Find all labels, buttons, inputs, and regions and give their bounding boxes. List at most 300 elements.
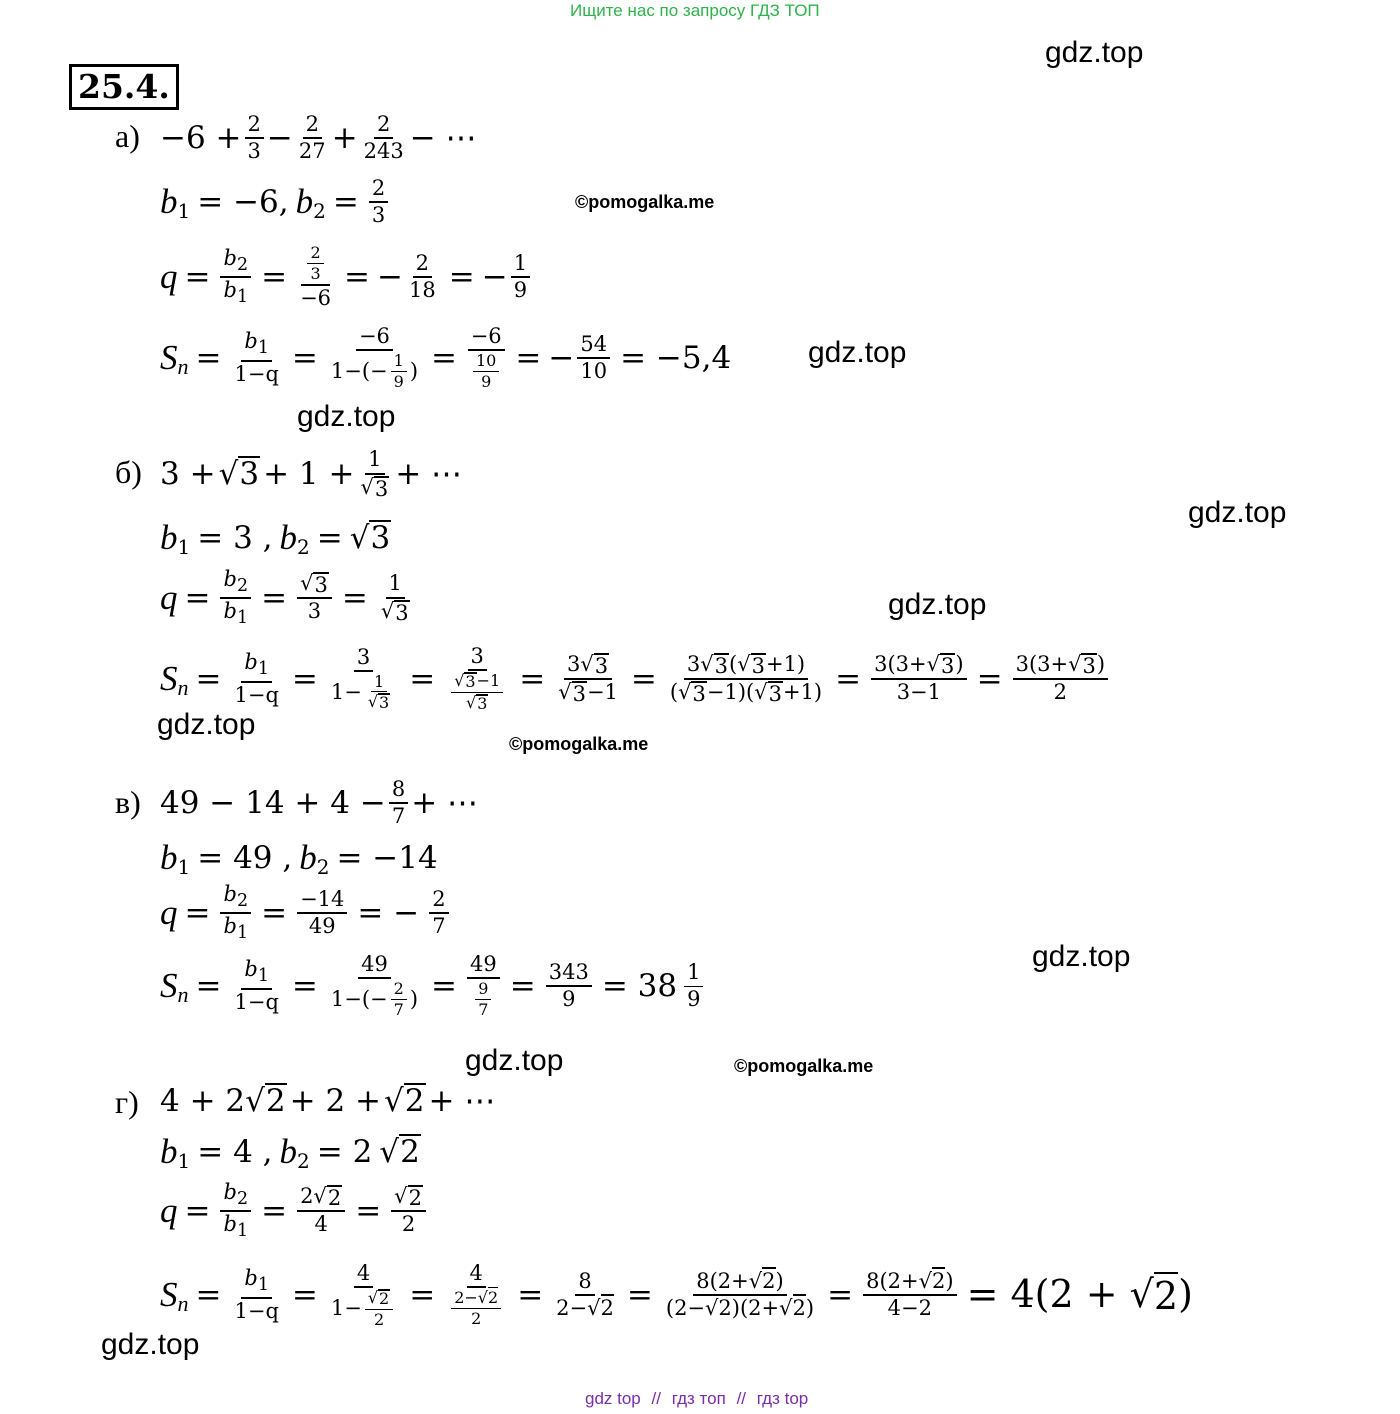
footer-separator: //: [736, 1389, 747, 1408]
subscript: n: [177, 1291, 189, 1316]
radicand: 2: [718, 1296, 732, 1320]
expr-text: =: [332, 184, 359, 220]
footer-link[interactable]: гдз топ: [671, 1389, 726, 1408]
expr-text: =: [409, 661, 436, 697]
radical-sign: √: [349, 520, 370, 556]
var-b: b: [244, 957, 258, 982]
numerator: 1: [365, 448, 384, 474]
radical-sign: √: [384, 1083, 404, 1119]
numerator: 49: [358, 953, 391, 979]
sqrt: [1016, 653, 1097, 677]
expr-text: −1: [586, 680, 618, 704]
expr-text: − ⋯: [409, 120, 477, 156]
subscript: 2: [297, 1149, 310, 1173]
var-s: S: [160, 1275, 178, 1314]
radicand: 2: [600, 1296, 614, 1320]
expr-text: ): [775, 1268, 784, 1293]
radical-sign: √: [558, 680, 572, 704]
terms-a: [160, 172, 391, 232]
expr-text: =: [184, 1193, 211, 1229]
expr-text: + 1 +: [263, 456, 355, 492]
radicand: 3: [714, 653, 729, 678]
fraction: [445, 645, 509, 713]
fraction: [328, 325, 421, 390]
radical-sign: 3(3+√: [1015, 652, 1082, 677]
radicand: 3: [314, 573, 328, 598]
denominator: 3: [307, 599, 322, 624]
watermark-gdz: gdz.top: [101, 1328, 200, 1361]
expr-text: ): [409, 987, 419, 1011]
var-b: b: [279, 518, 297, 557]
numerator: 8: [389, 778, 408, 804]
radicand: 3: [374, 476, 389, 501]
radicand: 3: [239, 456, 260, 492]
part-label-v: в): [115, 784, 141, 820]
var-b: b: [160, 1132, 178, 1171]
radicand: 3: [477, 694, 488, 714]
radicand: 2: [404, 1083, 425, 1119]
denominator: −6: [300, 285, 332, 310]
footer-link[interactable]: gdz top: [585, 1389, 641, 1408]
subscript: 1: [236, 923, 249, 944]
expr-text: =: [431, 340, 457, 376]
subscript: 1: [257, 1275, 269, 1296]
fraction: [577, 333, 610, 383]
fraction: [473, 352, 499, 390]
denominator: 4−2: [887, 1296, 932, 1320]
watermark-gdz: gdz.top: [1045, 36, 1144, 69]
expr-text: =: [341, 580, 368, 616]
subscript: n: [177, 675, 189, 700]
var-b: b: [279, 1132, 297, 1171]
sqrt: [245, 1083, 287, 1119]
var-b: b: [244, 650, 258, 675]
var-b: b: [223, 1212, 237, 1236]
numerator: 1: [511, 252, 530, 278]
radical-sign: √: [394, 1184, 408, 1209]
denominator: 2: [373, 1309, 385, 1329]
expr-text: )(2+√: [731, 1296, 793, 1320]
subscript: n: [177, 354, 189, 379]
var-b: b: [299, 838, 317, 877]
numerator: 4: [354, 1262, 373, 1288]
expr-text: + ⋯: [411, 785, 479, 821]
fraction: [231, 330, 281, 386]
fraction: [511, 252, 530, 302]
denominator: 3: [247, 139, 261, 163]
fraction: [231, 958, 281, 1014]
radicand: 3: [768, 682, 782, 706]
expr-text: + 2 +: [289, 1083, 382, 1119]
subscript: 2: [313, 199, 326, 223]
sqrt: [384, 1083, 426, 1119]
numerator: 343: [546, 961, 592, 987]
watermark-gdz: gdz.top: [888, 588, 987, 621]
fraction: [389, 778, 408, 828]
series-a: [160, 108, 477, 168]
expr-text: =: [976, 661, 1003, 697]
numerator: −6: [468, 325, 505, 351]
numerator: 1: [386, 572, 405, 598]
fraction: [369, 177, 388, 227]
denominator: 1−q: [234, 361, 279, 386]
fraction: [663, 1270, 817, 1320]
expr-text: −: [481, 259, 508, 295]
expr-text: =: [827, 1277, 854, 1313]
numerator: 54: [577, 333, 610, 359]
sqrt: [729, 653, 766, 677]
radicand: 2: [762, 1268, 776, 1293]
denominator: 49: [308, 914, 336, 938]
radical-sign: √: [379, 1134, 400, 1170]
radical-sign: √: [360, 474, 374, 499]
expr-text: =: [184, 580, 211, 616]
expr-text: + ⋯: [395, 456, 463, 492]
fraction: [328, 646, 399, 712]
expr-text: 4 + 2: [160, 1083, 246, 1119]
numerator: 8: [575, 1270, 594, 1296]
fraction: [445, 1262, 507, 1327]
expr-text: 1−(−: [330, 359, 388, 383]
expr-text: +1): [782, 680, 823, 704]
fraction: [220, 247, 251, 308]
fraction: [365, 673, 393, 712]
radical-sign: −1)(√: [706, 680, 768, 704]
radicand: 2: [931, 1268, 946, 1293]
fraction: [328, 953, 421, 1018]
expr-text: 3 +: [160, 456, 216, 492]
expr-text: + ⋯: [428, 1083, 496, 1119]
var-b: b: [244, 1266, 258, 1291]
fraction: [357, 448, 392, 499]
expr-text: 1−: [330, 1295, 362, 1320]
expr-text: 1−(−: [330, 987, 388, 1011]
fraction: [451, 1289, 501, 1327]
fraction: [220, 568, 251, 629]
expr-text: =: [184, 895, 211, 931]
watermark-copyright: ©pomogalka.me: [509, 734, 649, 754]
fraction: [467, 953, 500, 1018]
fraction: [1013, 653, 1108, 704]
part-label-a: а): [115, 118, 140, 154]
numerator: 3: [354, 646, 373, 672]
numerator: 2: [391, 980, 407, 1000]
fraction: [297, 888, 347, 938]
radical-sign: (√: [729, 651, 751, 676]
sqrt: [394, 1185, 423, 1209]
subscript: n: [177, 982, 189, 1007]
denominator: 2: [401, 1212, 416, 1237]
expr-text: −: [266, 120, 293, 156]
footer-link[interactable]: гдз top: [756, 1389, 809, 1408]
denominator: 9: [562, 987, 576, 1011]
expr-text: =: [835, 661, 862, 697]
var-b: b: [223, 914, 237, 938]
expr-text: =: [626, 1277, 653, 1313]
radical-sign: √: [367, 1287, 379, 1307]
expr-text: =: [261, 1193, 288, 1229]
expr-text: =: [316, 520, 343, 556]
denominator: 9: [687, 986, 701, 1011]
denominator: 3−1: [896, 680, 942, 705]
expr-text: =: [184, 259, 211, 295]
part-label-b: б): [115, 454, 142, 490]
sum-v: [160, 944, 706, 1028]
radicand: 3: [465, 672, 476, 692]
expr-text: 49 − 14 + 4 −: [160, 785, 386, 821]
radicand: 3: [370, 520, 391, 556]
numerator: 1: [371, 673, 387, 693]
radical-sign: √: [218, 456, 239, 492]
expr-text: =: [195, 661, 222, 697]
var-q: q: [160, 893, 178, 932]
radicand: 3: [1082, 654, 1096, 679]
numerator: 49: [467, 953, 500, 979]
expr-text: = −14: [336, 840, 438, 876]
expr-text: =: [261, 580, 288, 616]
watermark-gdz: gdz.top: [1032, 940, 1131, 973]
expr-text: =: [630, 661, 657, 697]
q-v: [160, 882, 452, 944]
denominator: 2: [1053, 680, 1067, 705]
watermark-gdz: gdz.top: [465, 1044, 564, 1077]
fraction: [475, 980, 491, 1018]
denominator: 9: [481, 372, 492, 392]
fraction: [365, 1289, 393, 1328]
var-b: b: [295, 182, 314, 221]
denominator: 27: [298, 139, 326, 163]
var-b: b: [223, 278, 237, 302]
expr-text: −6 +: [160, 120, 242, 156]
expr-text: 8(2+√: [696, 1268, 763, 1293]
radical-sign: 2√: [300, 1184, 327, 1209]
var-s: S: [160, 966, 178, 1005]
fraction: [863, 1270, 956, 1320]
fraction: [297, 244, 334, 309]
numerator: 2: [369, 177, 388, 203]
expr-text: (2−√: [665, 1296, 719, 1320]
fraction: [391, 352, 407, 390]
fraction: [297, 572, 332, 623]
radical-sign: √: [367, 692, 379, 712]
expr-text: =: [431, 968, 457, 1004]
expr-text: 2−√: [454, 1288, 488, 1308]
var-q: q: [160, 257, 178, 296]
sqrt: [670, 681, 707, 705]
subscript: 1: [236, 287, 249, 308]
numerator: 4: [467, 1262, 486, 1288]
fraction: [467, 325, 505, 390]
series-g: [160, 1074, 498, 1128]
radical-sign: √: [245, 1083, 265, 1119]
series-v: [160, 772, 478, 834]
denominator: 10: [580, 359, 608, 383]
watermark-gdz: gdz.top: [297, 400, 396, 433]
radical-sign: √: [466, 693, 477, 713]
subscript: 1: [177, 1149, 191, 1173]
expr-text: =: [519, 661, 546, 697]
fraction: [297, 1185, 345, 1236]
expr-text: −1: [476, 671, 501, 691]
subscript: 2: [297, 535, 310, 559]
subscript: 2: [236, 1188, 249, 1209]
expr-text: = 2: [316, 1134, 373, 1170]
numerator: 2: [374, 113, 393, 139]
var-b: b: [223, 245, 237, 270]
fraction: [296, 113, 329, 163]
expr-text: = 3 ,: [197, 520, 273, 556]
radicand: 2: [379, 1288, 390, 1308]
denominator: 4: [314, 1212, 328, 1237]
expr-text: ): [1178, 1272, 1193, 1316]
radicand: 3: [751, 653, 765, 678]
var-b: b: [160, 838, 178, 877]
subscript: 1: [177, 199, 191, 223]
footer-separator: //: [651, 1389, 661, 1408]
watermark-gdz: gdz.top: [1188, 496, 1287, 529]
expr-text: =: [355, 1193, 382, 1229]
radicand: 2: [1153, 1274, 1179, 1318]
fraction: [546, 961, 592, 1011]
denominator: 7: [432, 914, 446, 938]
numerator: 1: [684, 961, 703, 986]
radicand: 3: [379, 693, 390, 713]
fraction: [328, 1262, 399, 1328]
expr-text: =: [195, 1277, 222, 1313]
fraction: [553, 1270, 617, 1320]
subscript: 1: [177, 855, 191, 879]
expr-text: = 49 ,: [197, 840, 293, 876]
fraction: [406, 252, 439, 302]
watermark-gdz: gdz.top: [157, 708, 256, 741]
result-value: = −5,4: [620, 340, 732, 376]
expr-text: +: [331, 120, 358, 156]
radical-sign: 3(3+√: [874, 652, 941, 677]
part-label-g: г): [115, 1084, 139, 1120]
subscript: 1: [236, 608, 249, 629]
watermark-copyright: ©pomogalka.me: [575, 192, 715, 212]
subscript: 2: [316, 855, 330, 879]
expr-text: =: [448, 259, 475, 295]
denominator: 18: [409, 278, 436, 302]
expr-text: =: [517, 1277, 544, 1313]
expr-text: 2−√: [556, 1296, 601, 1320]
radical-sign: √: [454, 671, 465, 691]
numerator: 2: [245, 113, 264, 139]
var-s: S: [160, 338, 178, 377]
terms-v: [160, 830, 445, 886]
expr-text: −: [548, 340, 575, 376]
expr-text: =: [195, 340, 222, 376]
radicand: 2: [792, 1296, 806, 1320]
sqrt: [707, 681, 783, 705]
denominator: 243: [363, 139, 404, 163]
result-value: = 38: [601, 968, 678, 1004]
numerator: 2: [303, 113, 322, 139]
expr-text: 8(2+√: [866, 1268, 932, 1293]
expr-text: =: [344, 259, 371, 295]
fraction: [391, 1185, 426, 1236]
numerator: 2: [429, 888, 448, 914]
sqrt: [368, 1289, 390, 1308]
radicand: 2: [327, 1186, 342, 1211]
expr-text: +1): [765, 651, 806, 676]
sum-g: [160, 1248, 1200, 1342]
expr-text: = −6,: [197, 184, 289, 220]
expr-text: =: [291, 968, 318, 1004]
expr-text: −: [377, 259, 403, 295]
fraction: [231, 1267, 281, 1323]
sqrt: [874, 653, 955, 677]
fraction: [684, 961, 703, 1010]
numerator: −6: [356, 325, 393, 351]
expr-text: =: [261, 895, 288, 931]
radicand: 3: [594, 653, 609, 678]
fraction: [307, 244, 323, 282]
expr-text: =: [195, 968, 222, 1004]
sqrt: [454, 672, 476, 691]
subscript: 1: [257, 659, 269, 680]
fraction: [231, 651, 281, 707]
subscript: 1: [257, 338, 269, 359]
radicand: 3: [572, 682, 586, 706]
fraction: [871, 653, 966, 704]
numerator: 1: [391, 352, 407, 372]
expr-text: =: [291, 340, 318, 376]
expr-text: ): [805, 1296, 815, 1320]
radicand: 3: [941, 654, 955, 679]
terms-g: [160, 1124, 421, 1180]
radicand: 2: [488, 1288, 499, 1308]
terms-b: [160, 508, 391, 568]
fraction: [451, 672, 503, 713]
radicand: 2: [400, 1134, 420, 1170]
radicand: 3: [692, 682, 706, 706]
sqrt: [300, 572, 329, 596]
fraction: [220, 883, 251, 944]
expr-text: ): [409, 359, 419, 383]
expr-text: = −: [357, 895, 420, 931]
numerator: 2: [307, 244, 323, 264]
numerator: 3: [468, 645, 487, 671]
result-value: [967, 1272, 1193, 1318]
expr-text: ): [945, 1268, 954, 1293]
expr-text: =: [291, 661, 318, 697]
subscript: 1: [257, 966, 269, 987]
subscript: 2: [236, 575, 249, 596]
subscript: 1: [177, 535, 191, 559]
expr-text: ): [955, 652, 964, 677]
var-b: b: [160, 182, 178, 221]
denominator: 1−q: [234, 682, 279, 707]
expr-text: =: [261, 259, 288, 295]
var-b: b: [223, 566, 237, 591]
var-b: b: [244, 329, 258, 354]
watermark-gdz: gdz.top: [808, 336, 907, 369]
sqrt: [381, 600, 410, 624]
denominator: 3: [310, 263, 321, 283]
expr-text: 1−: [330, 679, 362, 704]
footer-links: [585, 1389, 808, 1409]
radical-sign: √: [380, 598, 395, 623]
expr-text: =: [515, 340, 542, 376]
fraction: [391, 980, 407, 1018]
var-b: b: [223, 599, 237, 623]
sqrt: [567, 653, 609, 677]
subscript: 2: [236, 254, 249, 275]
var-s: S: [160, 659, 178, 698]
var-q: q: [160, 1191, 178, 1230]
